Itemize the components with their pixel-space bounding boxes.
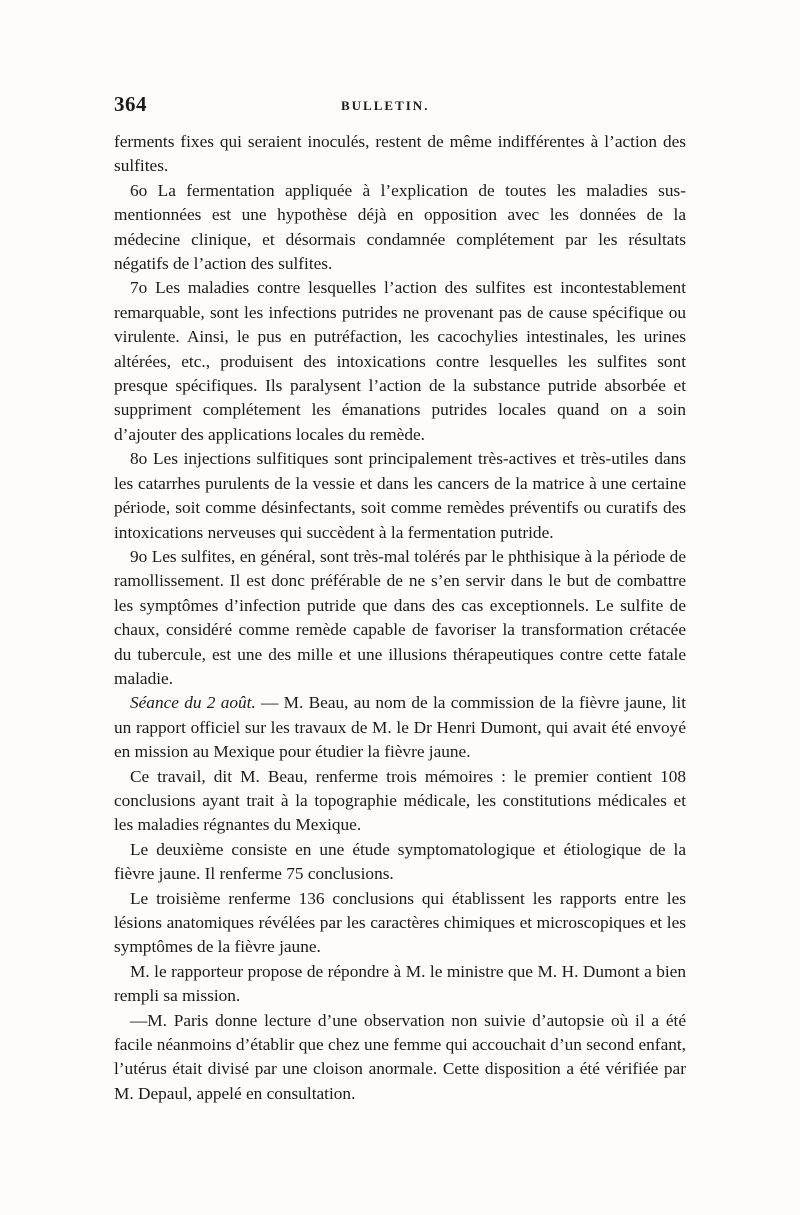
paragraph-item-9: 9o Les sulfites, en général, sont très-mal tolérés par le phthisique à la période de ramollissement. Il est donc préférable de ne s’en servir dans le but de combattre les symptômes d’infection putride que dans des cas exceptionnels. Le sulfite de chaux, considéré comme remède capable de favoriser la transformation crétacée du tubercule, est une des mille et une illusions thérapeutiques contre cette fatale maladie.	[114, 546, 686, 688]
paragraph-third-memoir: Le troisième renferme 136 conclusions qui établissent les rapports entre les lésions anatomiques révélées par les caractères chimiques et microscopiques et les symptômes de la fièvre jaune.	[114, 888, 686, 957]
paragraph-second-memoir: Le deuxième consiste en une étude symptomatologique et étiologique de la fièvre jaune. Il renferme 75 conclusions.	[114, 839, 686, 884]
paragraph-paris-observation: —M. Paris donne lecture d’une observation non suivie d’autopsie où il a été facile néanmoins d’établir que chez une femme qui accouchait d’un second enfant, l’utérus était divisé par une cloison anormale. Cette disposition a été vérifiée par M. Depaul, appelé en consultation.	[114, 1010, 686, 1103]
running-head: BULLETIN.	[341, 98, 430, 113]
session-date-label: Séance du 2 août.	[130, 693, 256, 713]
paragraph-item-7: 7o Les maladies contre lesquelles l’action des sulfites est incontestablement remarquable, sont les infections putrides ne provenant pas de cause spécifique ou virulente. Ainsi, le pus en putréfaction, les cacochylies intestinales, les urines altérées, etc., produisent des intoxications contre lesquelles les sulfites sont presque spécifiques. Ils paralysent l’action de la substance putride absorbée et suppriment complétement les émanations putrides locales quand on a soin d’ajouter des applications locales du remède.	[114, 278, 686, 444]
paragraph-continuation: ferments fixes qui seraient inoculés, restent de même indifférentes à l’action des sulfites.	[114, 132, 686, 176]
paragraph-report-content: Ce travail, dit M. Beau, renferme trois mémoires : le premier contient 108 conclusions ayant trait à la topographie médicale, les constitutions médicales et les maladies régnantes du Mexique.	[114, 766, 686, 835]
document-page	[114, 92, 687, 1103]
paragraph-item-6: 6o La fermentation appliquée à l’explication de toutes les maladies sus-mentionnées est une hypothèse déjà en opposition avec les données de la médecine clinique, et désormais condamnée complétement par les résultats négatifs de l’action des sulfites.	[114, 180, 686, 274]
page-number: 364	[114, 92, 147, 116]
session-text: — M. Beau, au nom de la commission de la fièvre jaune, lit un rapport officiel sur les travaux de M. le Dr Henri Dumont, qui avait été envoyé en mission au Mexique pour étudier la fièvre jaune.	[114, 693, 687, 762]
paragraph-item-8: 8o Les injections sulfitiques sont principalement très-actives et très-utiles dans les catarrhes purulents de la vessie et dans les cancers de la matrice à une certaine période, soit comme désinfectants, soit comme remèdes préventifs ou curatifs des intoxications nerveuses qui succèdent à la fermentation putride.	[114, 449, 686, 542]
paragraph-session	[114, 691, 686, 764]
page-header	[114, 92, 686, 122]
body-text	[114, 130, 686, 1106]
paragraph-rapporteur: M. le rapporteur propose de répondre à M. le ministre que M. H. Dumont a bien rempli sa mission.	[114, 961, 686, 1006]
